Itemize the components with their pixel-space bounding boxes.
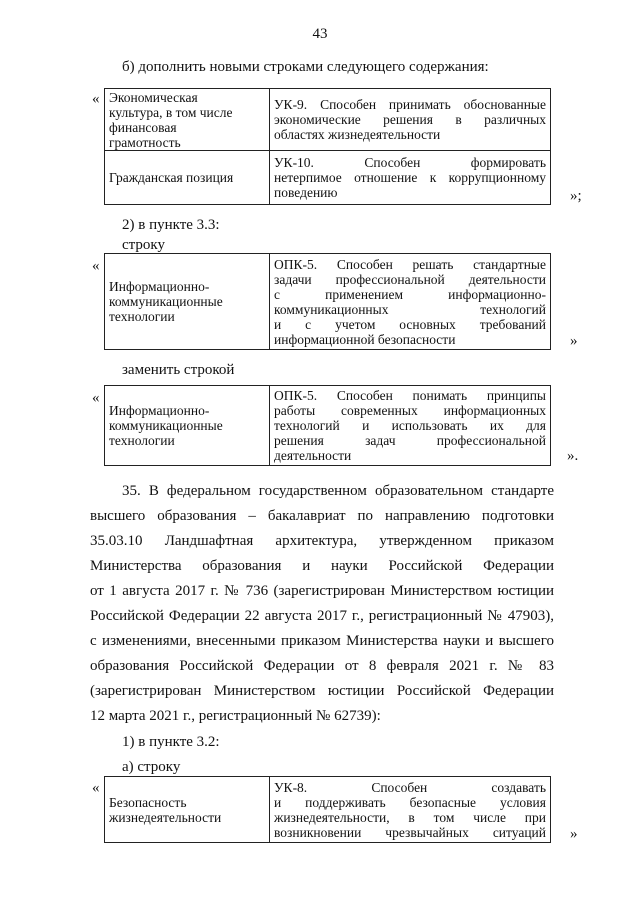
item-a-line: а) строку <box>122 759 181 775</box>
cell-line: Безопасность <box>109 794 187 810</box>
cell-line: УК-10. Способен формировать <box>274 155 546 170</box>
cell-line: УК-8. Способен создавать <box>274 779 546 795</box>
cell-line: информационной безопасности <box>274 331 456 347</box>
cell-line: возникновении чрезвычайных ситуаций <box>274 824 546 840</box>
cell-line: поведению <box>274 185 338 200</box>
cell-line: коммуникационные <box>109 418 223 433</box>
cell-line: грамотность <box>109 134 181 150</box>
table-cell-competency <box>270 254 551 350</box>
paragraph-line: 12 марта 2021 г., регистрационный № 62739): <box>90 708 381 724</box>
competency-table-4 <box>104 776 551 843</box>
open-quote: « <box>92 390 100 406</box>
cell-line: технологии <box>109 309 175 324</box>
paragraph-line: высшего образования – бакалавриат по направлению подготовки <box>90 508 554 524</box>
cell-line: задачи профессиональной деятельности <box>274 271 546 287</box>
page-number: 43 <box>312 26 328 42</box>
table-cell-competency <box>270 151 551 205</box>
cell-line: культура, в том числе <box>109 104 233 120</box>
cell-line: экономические решения в различных <box>274 112 546 127</box>
cell-line: Информационно- <box>109 403 210 418</box>
cell-line: Информационно- <box>109 279 210 294</box>
table-cell-category <box>105 254 270 350</box>
table-cell-category <box>105 777 270 843</box>
cell-line: жизнедеятельности <box>109 809 222 825</box>
cell-line: с применением информационно- <box>274 286 546 302</box>
close-quote: » <box>570 826 578 842</box>
close-quote: » <box>570 333 578 349</box>
cell-line: финансовая <box>109 119 177 135</box>
table-row <box>105 151 551 205</box>
cell-line: коммуникационных технологий <box>274 301 546 317</box>
cell-line: решения задач профессиональной <box>274 433 546 448</box>
cell-line: ОПК-5. Способен понимать принципы <box>274 388 546 403</box>
competency-table-1 <box>104 88 551 205</box>
cell-line: технологии <box>109 433 175 448</box>
cell-line: деятельности <box>274 448 352 463</box>
competency-table-3 <box>104 385 551 466</box>
cell-line: нетерпимое отношение к коррупционному <box>274 170 546 185</box>
paragraph-line: с изменениями, внесенными приказом Министерства науки и высшего <box>90 633 554 649</box>
cell-line: областях жизнедеятельности <box>274 127 441 142</box>
table-cell-category <box>105 386 270 466</box>
stroku-line: строку <box>122 237 165 253</box>
replace-line: заменить строкой <box>122 362 235 378</box>
paragraph-line: 35. В федеральном государственном образовательном стандарте <box>122 483 554 499</box>
table-cell-category <box>105 151 270 205</box>
paragraph-line: 35.03.10 Ландшафтная архитектура, утвержденном приказом <box>90 533 554 549</box>
cell-line: ОПК-5. Способен решать стандартные <box>274 256 546 272</box>
paragraph-line: образования Российской Федерации от 8 февраля 2021 г. № 83 <box>90 658 554 674</box>
table-row <box>105 777 551 843</box>
cell-line: и поддерживать безопасные условия <box>274 794 546 810</box>
item-2-line: 2) в пункте 3.3: <box>122 217 220 233</box>
table-row <box>105 254 551 350</box>
cell-line: Экономическая <box>109 89 198 105</box>
table-row <box>105 89 551 151</box>
table-row <box>105 386 551 466</box>
table-cell-competency <box>270 89 551 151</box>
open-quote: « <box>92 780 100 796</box>
cell-line: коммуникационные <box>109 294 223 309</box>
table-cell-category <box>105 89 270 151</box>
close-quote: ». <box>567 448 579 464</box>
cell-line: работы современных информационных <box>274 403 546 418</box>
cell-line: Гражданская позиция <box>109 170 234 185</box>
cell-line: УК-9. Способен принимать обоснованные <box>274 97 546 112</box>
paragraph-line: Министерства образования и науки Российской Федерации <box>90 558 554 574</box>
paragraph-line: от 1 августа 2017 г. № 736 (зарегистрирован Министерством юстиции <box>90 583 554 599</box>
table-cell-competency <box>270 777 551 843</box>
open-quote: « <box>92 91 100 107</box>
cell-line: и с учетом основных требований <box>274 316 546 332</box>
item-1-line: 1) в пункте 3.2: <box>122 734 220 750</box>
competency-table-2 <box>104 253 551 350</box>
intro-line: б) дополнить новыми строками следующего содержания: <box>122 59 489 75</box>
close-quote: »; <box>570 188 582 204</box>
paragraph-line: Российской Федерации 22 августа 2017 г., регистрационный № 47903), <box>90 608 554 624</box>
table-cell-competency <box>270 386 551 466</box>
cell-line: жизнедеятельности, в том числе при <box>274 809 546 825</box>
paragraph-line: (зарегистрирован Министерством юстиции Российской Федерации <box>90 683 554 699</box>
open-quote: « <box>92 258 100 274</box>
cell-line: технологий и использовать их для <box>274 418 546 433</box>
